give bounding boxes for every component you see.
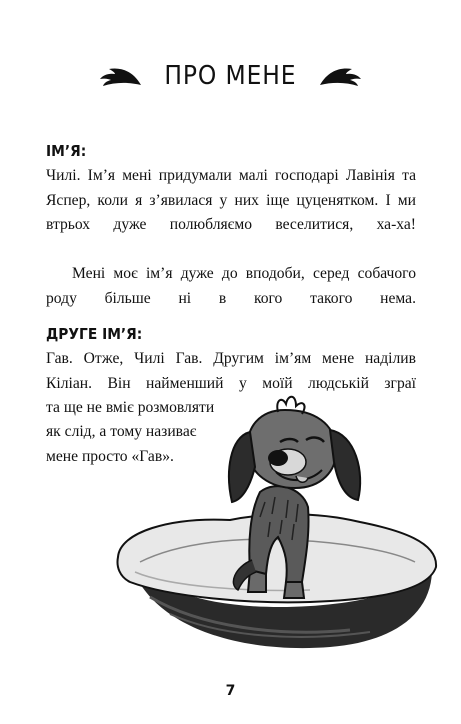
second-name-line-5: мене просто «Гав». [46,448,174,465]
right-wing-ornament-icon [318,65,362,87]
chapter-heading [0,56,461,96]
name-paragraph: Чилі. Ім’я мені придумали малі господарі Лавінія та Яспер, коли я з’явилася у них іще цуценятком. І ми втрьох дуже полюбляємо веселитися, ха-ха! [46,167,416,233]
second-name-paragraph: Гав. Отже, Чилі Гав. Другим ім’ям мене наділив Кіліан. Він найменший у моїй людській зграї [46,350,416,392]
second-name-line-3: та ще не вміє розмовляти [46,399,215,416]
section-heading-second-name: ДРУГЕ ІМ’Я: [46,325,143,343]
section-heading-name: ІМ’Я: [46,142,87,160]
page-number: 7 [225,683,236,699]
left-wing-ornament-icon [99,65,143,87]
dog-in-basket-illustration [110,392,440,657]
second-name-line-4: як слід, а тому називає [46,423,197,440]
name-paragraph-2: Мені моє ім’я дуже до вподоби, серед собачого роду більше ні в кого такого нема. [46,265,416,307]
chapter-title: ПРО МЕНЕ [164,61,297,91]
